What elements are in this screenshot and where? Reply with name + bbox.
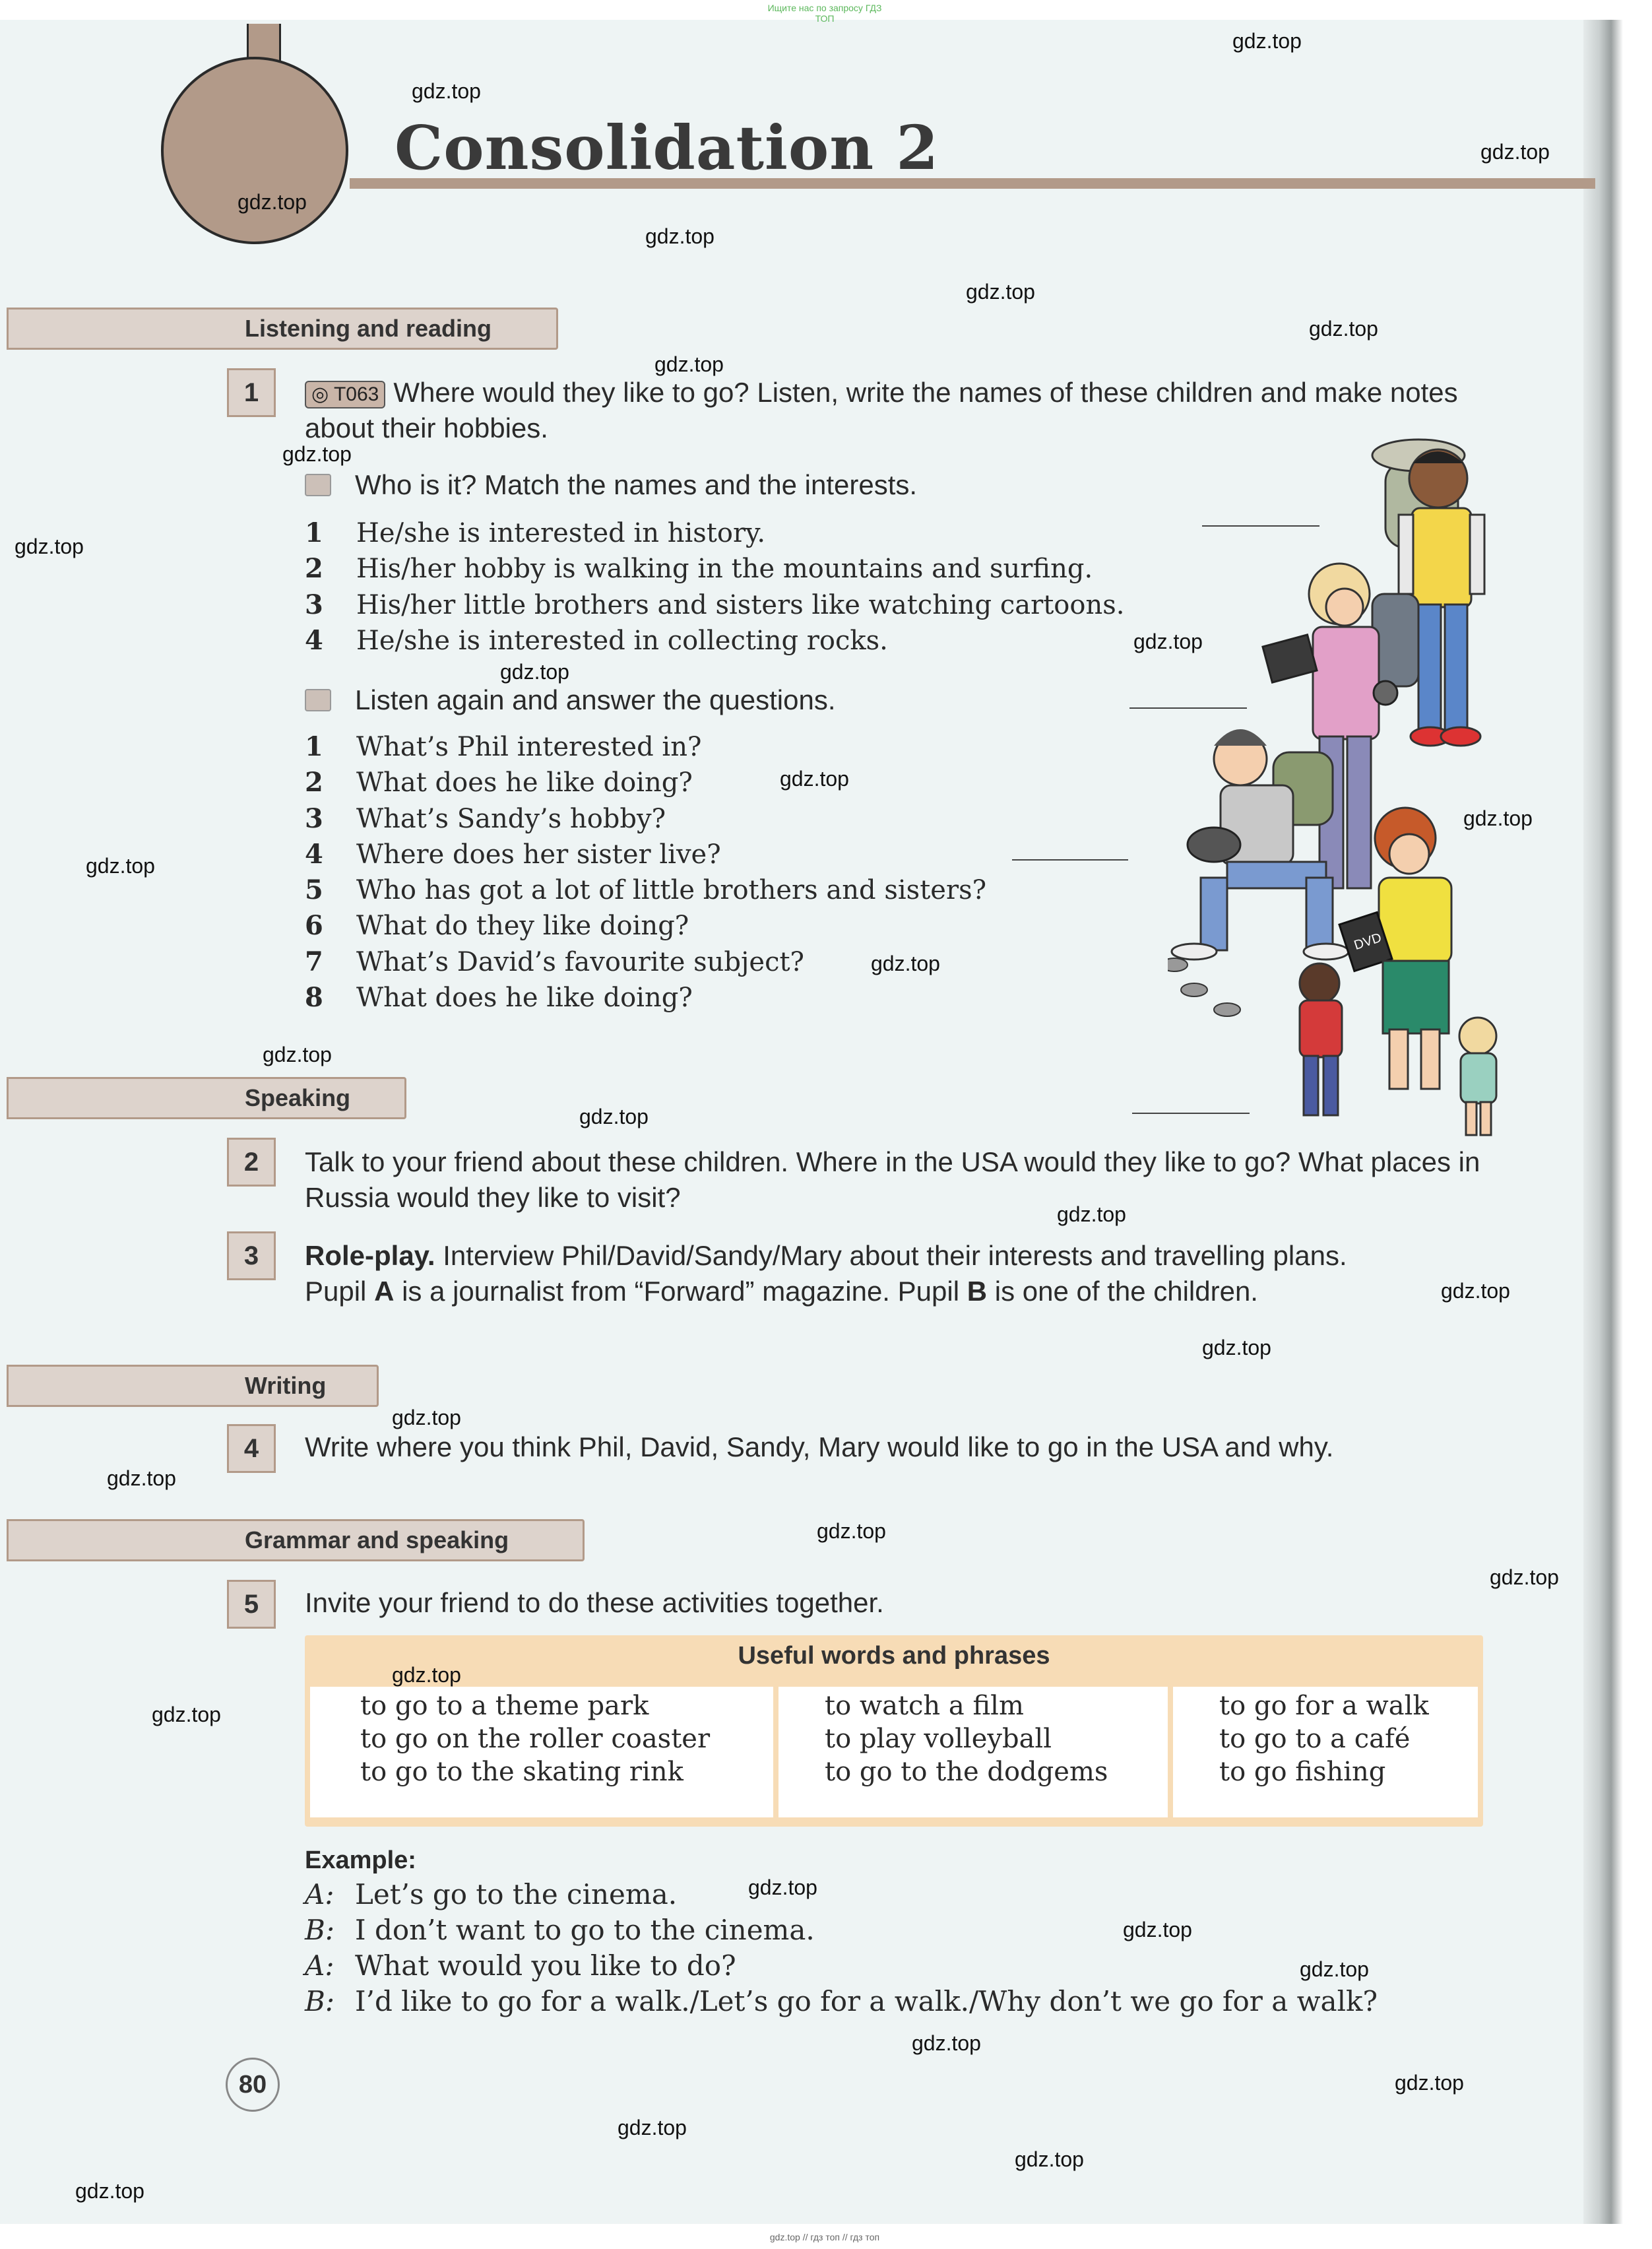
watermark: gdz.top — [263, 1043, 332, 1066]
list-item: 4 He/she is interested in collecting rocks. — [305, 624, 888, 656]
phrase: to watch a film — [825, 1691, 1024, 1721]
exercise-1-number: 1 — [227, 368, 276, 417]
dialogue-line: A: Let’s go to the cinema. — [305, 1878, 678, 1910]
list-item: 2 His/her hobby is walking in the mountains and surfing. — [305, 553, 1093, 585]
watermark: gdz.top — [412, 79, 481, 103]
exercise-2-number: 2 — [227, 1138, 276, 1187]
watermark: gdz.top — [152, 1703, 221, 1726]
list-item: 8 What does he like doing? — [305, 982, 693, 1014]
list-item: 3 What’s Sandy’s hobby? — [305, 802, 666, 834]
phrase: to play volleyball — [825, 1724, 1052, 1754]
section-listening-reading: Listening and reading — [7, 308, 558, 350]
useful-phrases-table — [310, 1687, 1478, 1817]
watermark: gdz.top — [1395, 2071, 1464, 2095]
page-number: 80 — [226, 2058, 280, 2112]
header-note: Ищите нас по запросу ГДЗ ТОП — [767, 3, 882, 24]
task-checkbox-2 — [305, 689, 331, 711]
list-item: 1 He/she is interested in history. — [305, 517, 766, 548]
list-item: 2 What does he like doing? — [305, 767, 693, 799]
section-writing: Writing — [7, 1365, 379, 1407]
dialogue-line: B: I’d like to go for a walk./Let’s go for a walk./Why don’t we go for a walk? — [305, 1985, 1378, 2017]
children-illustration — [1168, 416, 1498, 1142]
exercise-1-subtask-2: Listen again and answer the questions. — [355, 684, 836, 715]
dvd-label: DVD — [1352, 930, 1383, 953]
example-label: Example: — [305, 1846, 416, 1874]
audio-track-label: T063 — [333, 383, 379, 405]
watermark: gdz.top — [912, 2031, 981, 2055]
phrases-column-1 — [360, 1687, 769, 1817]
column-divider — [773, 1687, 778, 1817]
phrase: to go on the roller coaster — [360, 1724, 711, 1754]
watermark: gdz.top — [75, 2179, 144, 2203]
section-grammar-speaking: Grammar and speaking — [7, 1519, 585, 1561]
watermark: gdz.top — [282, 442, 352, 466]
watermark: gdz.top — [1123, 1918, 1192, 1941]
watermark: gdz.top — [1480, 140, 1550, 164]
watermark: gdz.top — [1300, 1957, 1369, 1981]
watermark: gdz.top — [748, 1875, 817, 1899]
watermark: gdz.top — [1463, 806, 1533, 830]
watermark: gdz.top — [780, 767, 849, 791]
list-item: 3 His/her little brothers and sisters like watching cartoons. — [305, 589, 1125, 620]
title-circle-decoration — [161, 57, 348, 244]
watermark: gdz.top — [1441, 1279, 1510, 1303]
dialogue-line: B: I don’t want to go to the cinema. — [305, 1914, 815, 1946]
watermark: gdz.top — [500, 660, 569, 684]
watermark: gdz.top — [1202, 1336, 1271, 1359]
phrase: to go fishing — [1219, 1757, 1386, 1787]
watermark: gdz.top — [1057, 1202, 1126, 1226]
answer-blank[interactable] — [1012, 859, 1128, 861]
phrases-column-2 — [825, 1687, 1155, 1817]
role-play-label: Role-play. — [305, 1240, 435, 1271]
exercise-5-text: Invite your friend to do these activities together. — [305, 1587, 884, 1618]
exercise-1-subtask-1: Who is it? Match the names and the interests. — [355, 469, 918, 500]
list-item: 1 What’s Phil interested in? — [305, 731, 702, 762]
watermark: gdz.top — [1232, 29, 1302, 53]
exercise-3-text: Role-play. Interview Phil/David/Sandy/Mary about their interests and travelling plans. Pupil A is a journalist from “Forward” magazine. Pupil B is one of the children. — [305, 1240, 1347, 1307]
list-item: 5 Who has got a lot of little brothers and sisters? — [305, 874, 987, 906]
phrase: to go to the dodgems — [825, 1757, 1108, 1787]
phrase: to go to a theme park — [360, 1691, 649, 1721]
footer-note: gdz.top // гдз топ // гдз топ — [769, 2232, 880, 2242]
exercise-2-text: Talk to your friend about these children. Where in the USA would they like to go? What places in Russia would they like to visit? — [305, 1146, 1480, 1213]
watermark: gdz.top — [392, 1663, 461, 1687]
exercise-4-text: Write where you think Phil, David, Sandy, Mary would like to go in the USA and why. — [305, 1431, 1334, 1462]
watermark: gdz.top — [86, 854, 155, 878]
watermark: gdz.top — [1133, 630, 1203, 653]
list-item: 4 Where does her sister live? — [305, 838, 721, 870]
watermark: gdz.top — [107, 1466, 176, 1490]
exercise-1-text: Where would they like to go? Listen, write the names of these children and make notes about their hobbies. — [305, 377, 1458, 443]
phrase: to go for a walk — [1219, 1691, 1429, 1721]
watermark: gdz.top — [238, 190, 307, 214]
exercise-4-number: 4 — [227, 1424, 276, 1473]
watermark: gdz.top — [1015, 2147, 1084, 2171]
phrase: to go to a café — [1219, 1724, 1411, 1754]
section-speaking: Speaking — [7, 1077, 406, 1119]
watermark: gdz.top — [645, 224, 715, 248]
column-divider — [1168, 1687, 1173, 1817]
list-item: 7 What’s David’s favourite subject? — [305, 946, 804, 977]
watermark: gdz.top — [654, 352, 724, 376]
exercise-5-number: 5 — [227, 1580, 276, 1629]
exercise-3-number: 3 — [227, 1231, 276, 1280]
watermark: gdz.top — [817, 1519, 886, 1543]
audio-track-badge[interactable]: ◎ T063 — [305, 381, 385, 408]
task-checkbox-1 — [305, 474, 331, 496]
watermark: gdz.top — [392, 1406, 461, 1429]
useful-phrases-box — [305, 1635, 1483, 1827]
useful-phrases-title: Useful words and phrases — [738, 1642, 1050, 1670]
phrase: to go to the skating rink — [360, 1757, 683, 1787]
watermark: gdz.top — [1309, 317, 1378, 341]
list-item: 6 What do they like doing? — [305, 910, 689, 942]
watermark: gdz.top — [966, 280, 1035, 304]
watermark: gdz.top — [871, 952, 940, 975]
watermark: gdz.top — [1490, 1565, 1559, 1589]
phrases-column-3 — [1219, 1687, 1477, 1817]
dialogue-line: A: What would you like to do? — [305, 1949, 736, 1982]
page-title: Consolidation 2 — [395, 112, 939, 183]
interests-list — [305, 517, 1124, 661]
page-binding — [1583, 20, 1623, 2224]
watermark: gdz.top — [15, 535, 84, 558]
watermark: gdz.top — [579, 1105, 649, 1128]
watermark: gdz.top — [618, 2116, 687, 2139]
